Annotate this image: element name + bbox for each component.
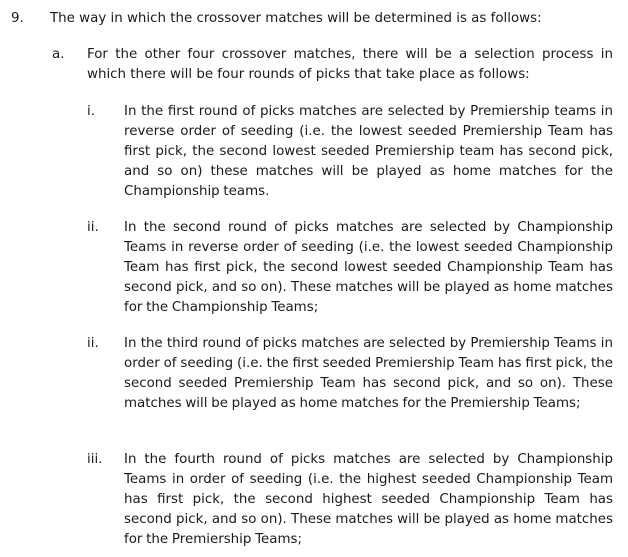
list-item-text: In the fourth round of picks matches are selected by Championship Teams in order of seeding (i.e. the highest seeded Championship Team has first pick, the second highest seeded Championship Team has second pick, and so on). These matches will be played as home matches for the Premiership Teams;	[124, 452, 613, 547]
list-item-text: In the first round of picks matches are selected by Premiership teams in reverse order of seeding (i.e. the lowest seeded Premiership Team has first pick, the second lowest seeded Premiership team has second pick, and so on) these matches will be played as home matches for the Championship teams.	[124, 104, 613, 199]
clause-number: 9.	[11, 11, 24, 26]
list-item-number: ii.	[87, 220, 99, 235]
list-item-text: In the second round of picks matches are selected by Championship Teams in reverse order of seeding (i.e. the lowest seeded Championship Team has first pick, the second lowest seeded Championship Team has second pick, and so on). These matches will be played as home matches for the Championship Teams;	[124, 220, 613, 315]
clause-text: The way in which the crossover matches will be determined is as follows:	[50, 11, 542, 26]
list-item-number: ii.	[87, 336, 99, 351]
list-item-text: In the third round of picks matches are selected by Premiership Teams in order of seeding (i.e. the first seeded Premiership Team has first pick, the second seeded Premiership Team has second pick, and so on). These matches will be played as home matches for the Premiership Teams;	[124, 336, 613, 411]
list-item-number: iii.	[87, 452, 103, 467]
subclause-number: a.	[52, 47, 65, 62]
list-item-number: i.	[87, 104, 95, 119]
subclause-text: For the other four crossover matches, there will be a selection process in which there will be four rounds of picks that take place as follows:	[87, 47, 613, 82]
